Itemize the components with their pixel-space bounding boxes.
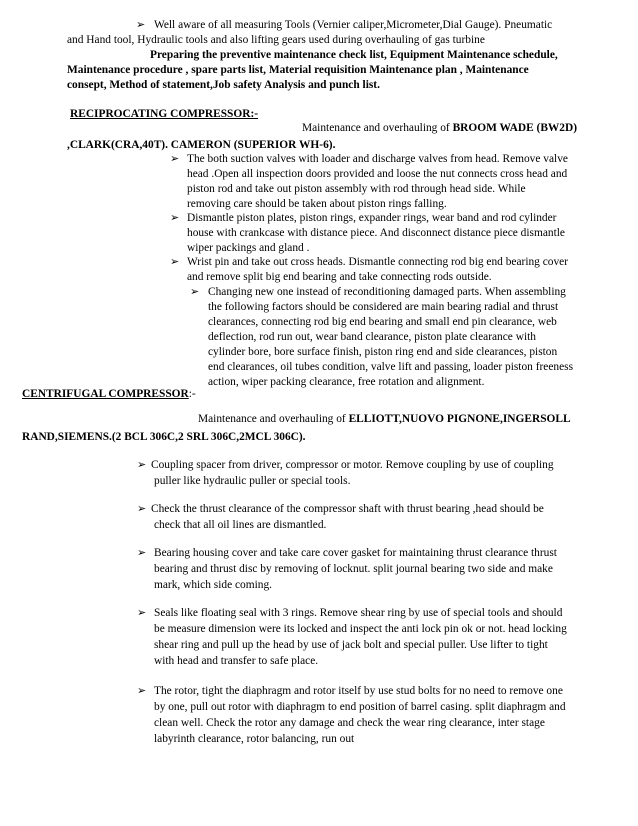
centri-heading-tail: :- <box>188 388 196 400</box>
recip-maint-brand: BROOM WADE (BW2D) <box>452 122 578 134</box>
centri-bullet-4-line: with head and transfer to safe place. <box>154 655 319 667</box>
centri-maint-brand: ELLIOTT,NUOVO PIGNONE,INGERSOLL <box>348 413 571 425</box>
intro-line-2: and Hand tool, Hydraulic tools and also lifting gears used during overhauling of gas turbine <box>67 34 485 46</box>
recip-sub-bullet-line: deflection, rod run out, wear band clearance, piston plate clearance with <box>208 331 536 343</box>
recip-sub-bullet-line: action, wiper packing clearance, free rotation and alignment. <box>208 376 485 388</box>
centri-bullet-3-line: mark, which side coming. <box>154 579 272 591</box>
centri-maint-line-2: RAND,SIEMENS.(2 BCL 306C,2 SRL 306C,2MCL 306C). <box>22 431 306 443</box>
intro-bold-line-2: Maintenance procedure , spare parts list, Material requisition Maintenance plan , Maintenance <box>67 64 529 76</box>
recip-maint-line <box>302 121 577 136</box>
recip-bullet-3-line: and remove split big end bearing and take connecting rods outside. <box>187 271 492 283</box>
centri-bullet-4-line: be measure dimension were its locked and inspect the anti lock pin ok or not. head locking <box>154 623 567 635</box>
recip-bullet-2-line: Dismantle piston plates, piston rings, expander rings, wear band and rod cylinder <box>187 212 557 224</box>
recip-sub-bullet-line: clearances, connecting rod big end bearing and small end pin clearance, web <box>208 316 557 328</box>
bullet-arrow-icon: ➢ <box>137 459 147 471</box>
recip-bullet-2-line: wiper packings and gland . <box>187 242 310 254</box>
recip-bullet-1-line: The both suction valves with loader and discharge valves from head. Remove valve <box>187 153 568 165</box>
intro-line-1: Well aware of all measuring Tools (Vernier caliper,Micrometer,Dial Gauge). Pneumatic <box>154 19 553 31</box>
bullet-arrow-icon: ➢ <box>170 153 180 165</box>
recip-bullet-1-line: piston rod and take out piston assembly with rod through head side. While <box>187 183 526 195</box>
centri-bullet-1-line: Coupling spacer from driver, compressor or motor. Remove coupling by use of coupling <box>151 459 554 471</box>
recip-sub-bullet-line: Changing new one instead of reconditioning damaged parts. When assembling <box>208 286 566 298</box>
centri-bullet-3-line: Bearing housing cover and take care cover gasket for maintaining thrust clearance thrust <box>154 547 557 559</box>
bullet-arrow-icon: ➢ <box>170 212 180 224</box>
centri-bullet-4-line: Seals like floating seal with 3 rings. Remove shear ring by use of special tools and should <box>154 607 563 619</box>
recip-bullet-3-line: Wrist pin and take out cross heads. Dismantle connecting rod big end bearing cover <box>187 256 569 268</box>
intro-bold-line-3: consept, Method of statement,Job safety Analysis and punch list. <box>67 79 380 91</box>
centri-bullet-5-line: by one, pull out rotor with diaphragm to end position of barrel casing. split diaphragm and <box>154 701 566 713</box>
bullet-arrow-icon: ➢ <box>170 256 180 268</box>
recip-heading: RECIPROCATING COMPRESSOR:- <box>70 108 259 120</box>
centri-bullet-5-line: clean well. Check the rotor any damage and check the wear ring clearance, inter stage <box>154 717 545 729</box>
recip-maint-line-2: ,CLARK(CRA,40T). CAMERON (SUPERIOR WH-6). <box>67 139 336 151</box>
bullet-arrow-icon: ➢ <box>190 286 200 298</box>
centri-bullet-2-line: check that all oil lines are dismantled. <box>154 519 327 531</box>
recip-sub-bullet-line: the following factors should be considered are main bearing radial and thrust <box>208 301 559 313</box>
recip-maint-prefix: Maintenance and overhauling of <box>302 122 453 134</box>
centri-maint-line <box>198 412 571 427</box>
recip-bullet-2-line: house with crankcase with distance piece. And disconnect distance piece dismantle <box>187 227 565 239</box>
centri-bullet-5-line: The rotor, tight the diaphragm and rotor itself by use stud bolts for no need to remove one <box>154 685 563 697</box>
centri-maint-prefix: Maintenance and overhauling of <box>198 413 349 425</box>
bullet-arrow-icon: ➢ <box>137 607 147 619</box>
centri-heading-line <box>22 387 196 402</box>
bullet-arrow-icon: ➢ <box>137 685 147 697</box>
intro-bold-line-1: Preparing the preventive maintenance check list, Equipment Maintenance schedule, <box>150 49 558 61</box>
centri-bullet-3-line: bearing and thrust disc by removing of locknut. split journal bearing two side and make <box>154 563 553 575</box>
recip-sub-bullet-line: cylinder bore, bore surface finish, piston ring end and side clearances, piston <box>208 346 558 358</box>
centri-heading: CENTRIFUGAL COMPRESSOR <box>22 388 189 400</box>
recip-bullet-1-line: removing care should be taken about piston rings falling. <box>187 198 447 210</box>
bullet-arrow-icon: ➢ <box>137 547 147 559</box>
recip-sub-bullet-line: end clearances, oil tubes condition, valve lift and passing, loader piston freeness <box>208 361 574 373</box>
centri-bullet-5-line: labyrinth clearance, rotor balancing, run out <box>154 733 355 745</box>
bullet-arrow-icon: ➢ <box>137 503 147 515</box>
bullet-arrow-icon: ➢ <box>136 19 146 31</box>
recip-bullet-1-line: head .Open all inspection doors provided and loose the nut connects cross head and <box>187 168 568 180</box>
centri-bullet-2-line: Check the thrust clearance of the compressor shaft with thrust bearing ,head should be <box>151 503 544 515</box>
centri-bullet-4-line: shear ring and pull up the head by use of jack bolt and special puller. Use lifter to tight <box>154 639 548 651</box>
centri-bullet-1-line: puller like hydraulic puller or special tools. <box>154 475 351 487</box>
